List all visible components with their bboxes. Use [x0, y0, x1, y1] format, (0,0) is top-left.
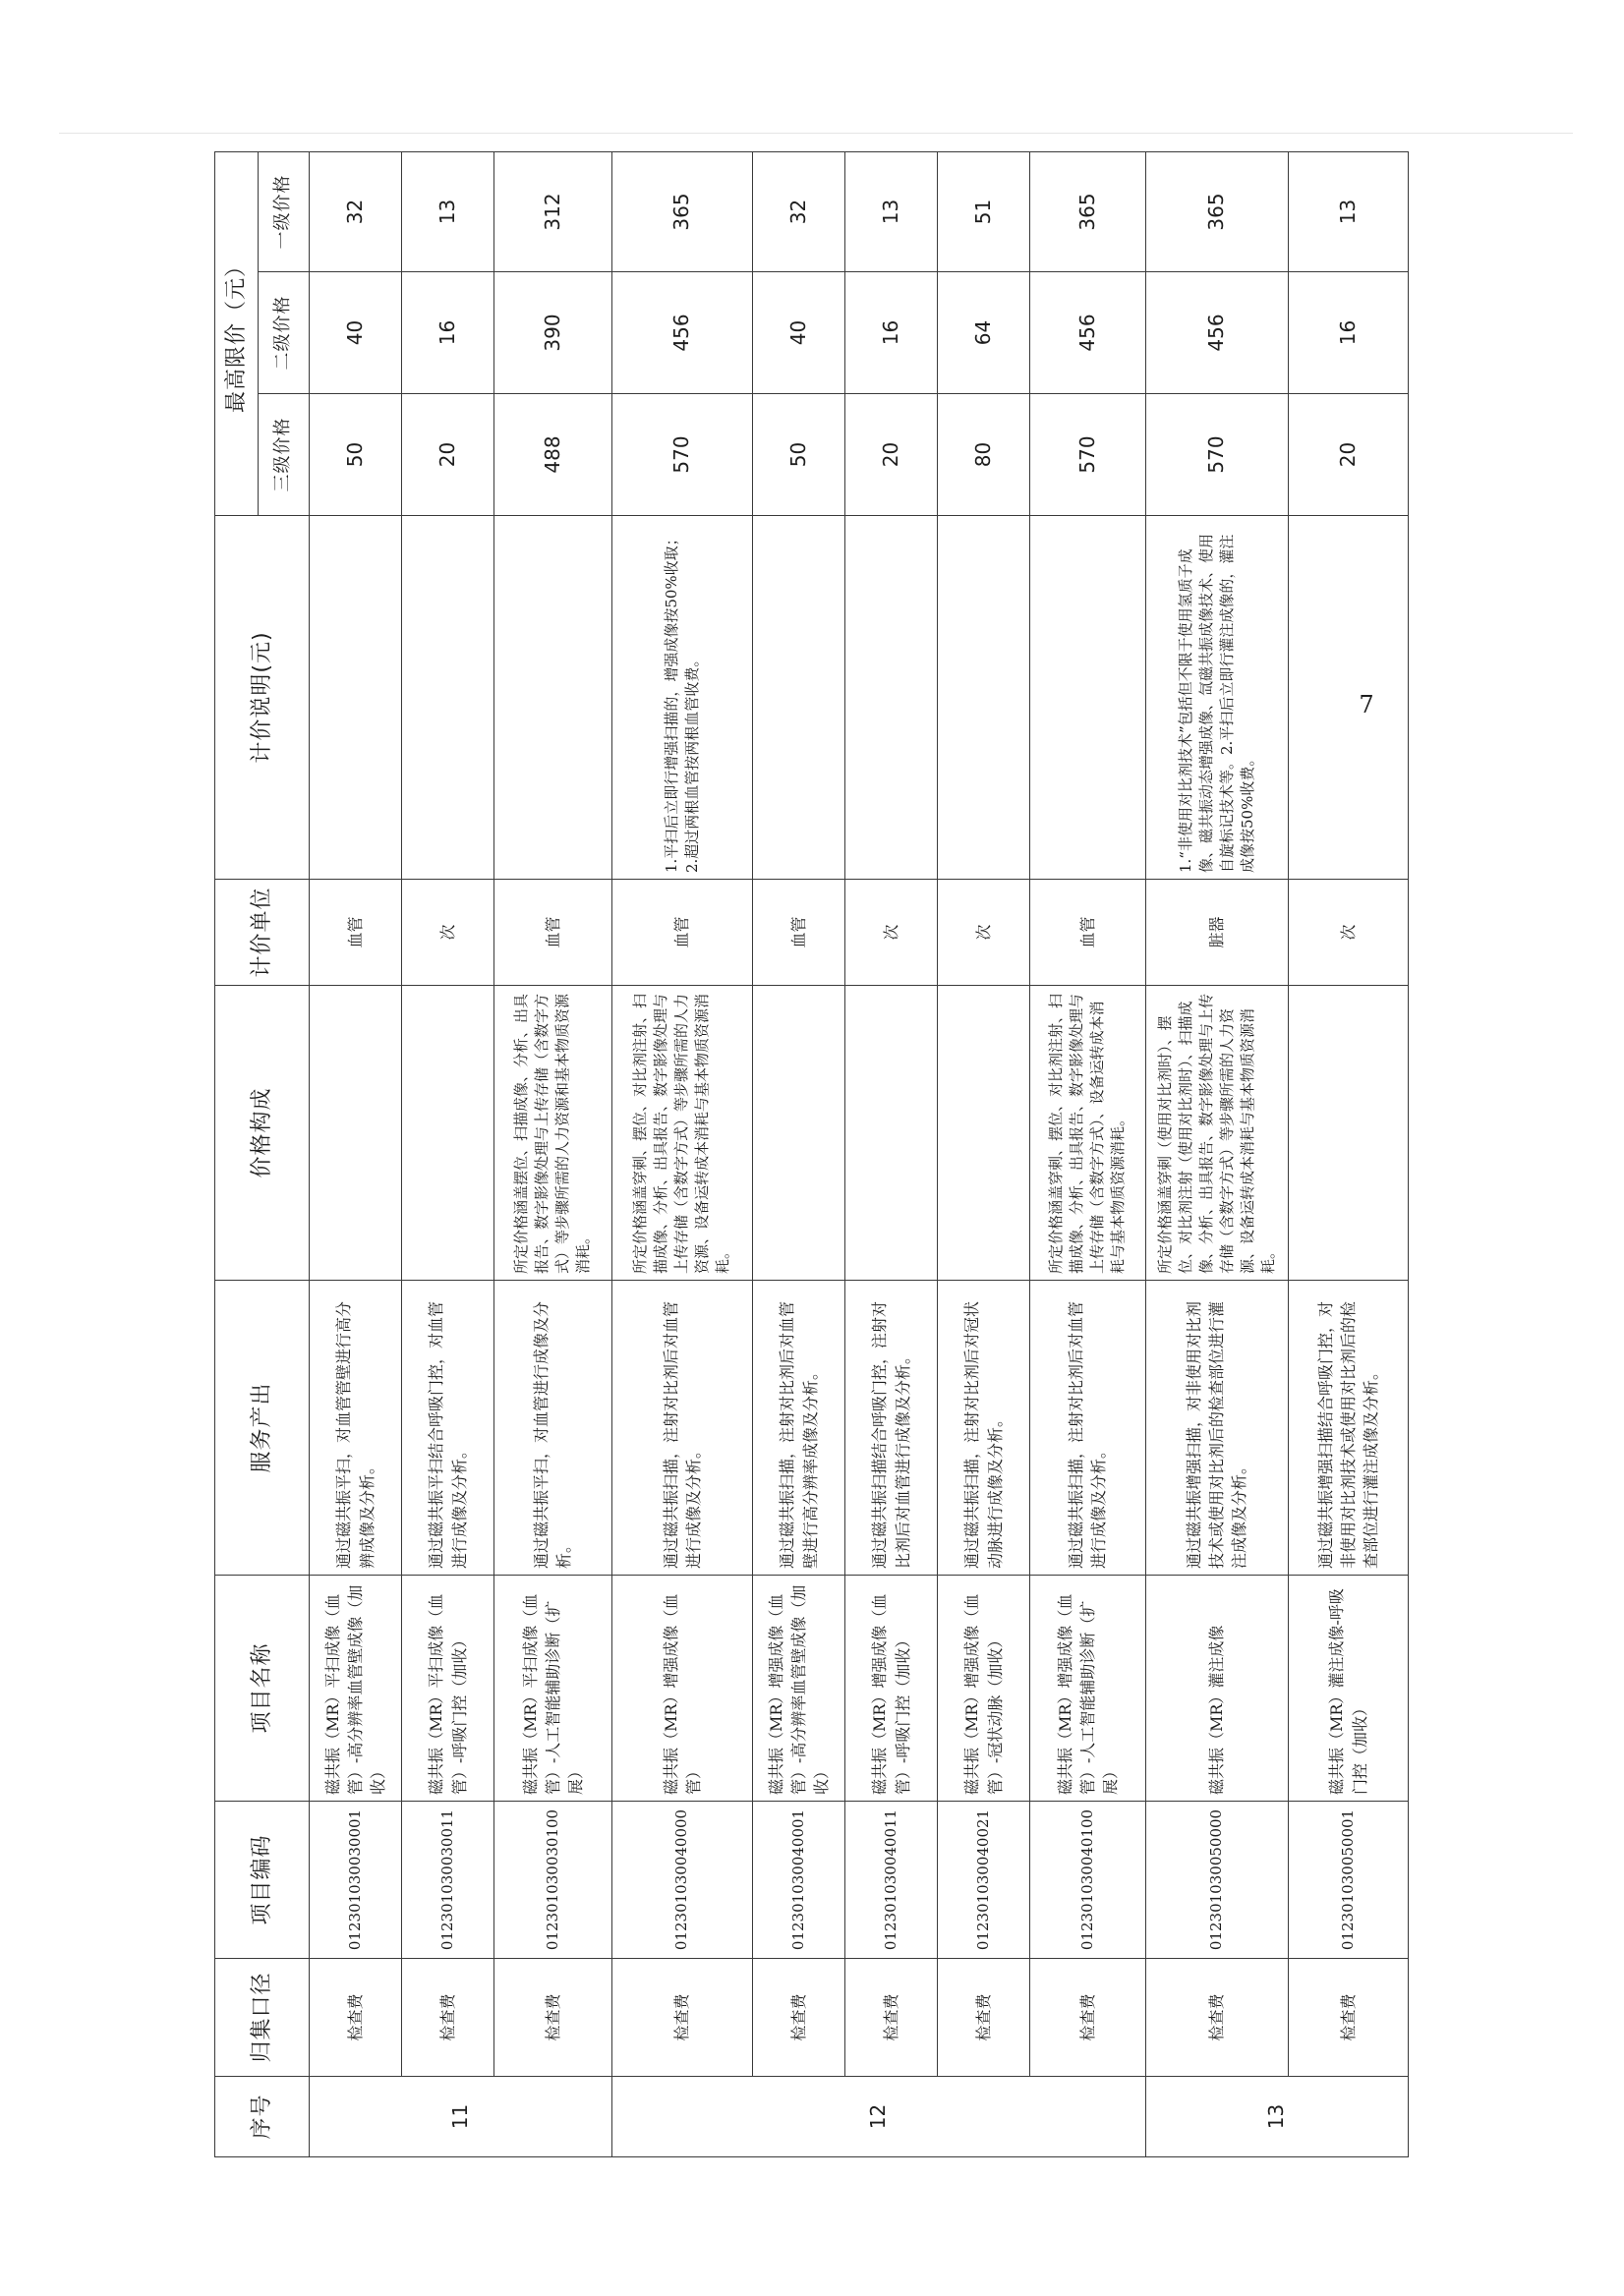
cell-code: 012301030050000: [1145, 1802, 1288, 1959]
table-body: [310, 151, 1409, 2156]
cell-code: 012301030040021: [938, 1802, 1030, 1959]
cell-output: 通过磁共振扫描结合呼吸门控，注射对比剂后对血管进行成像及分析。: [845, 1281, 938, 1576]
cell-price-level3: 50: [310, 394, 402, 516]
cell-output: 通过磁共振增强扫描结合呼吸门控，对非使用对比剂技术或使用对比剂后的检查部位进行灌注成像及分析。: [1289, 1281, 1409, 1576]
cell-composition: [753, 986, 845, 1281]
cell-price-level1: 13: [402, 151, 494, 271]
cell-price-level3: 570: [1145, 394, 1288, 516]
cell-note: [753, 516, 845, 880]
cell-price-level1: 13: [845, 151, 938, 271]
cell-price-level1: 365: [1030, 151, 1146, 271]
cell-composition: 所定价格涵盖穿刺、摆位、对比剂注射、扫描成像、分析、出具报告、数字影像处理与上传存储（含数字方式）等步骤所需的人力资源、设备运转成本消耗与基本物质资源消耗。: [611, 986, 752, 1281]
cell-price-level1: 32: [753, 151, 845, 271]
cell-name: 磁共振（MR）灌注成像-呼吸门控（加收）: [1289, 1576, 1409, 1802]
cell-composition: 所定价格涵盖摆位、扫描成像、分析、出具报告、数字影像处理与上传存储（含数字方式）等步骤所需的人力资源和基本物质资源消耗。: [494, 986, 612, 1281]
cell-category: 检查费: [1289, 1959, 1409, 2077]
group-seq: 11: [310, 2077, 612, 2157]
cell-name: 磁共振（MR）平扫成像（血管）-人工智能辅助诊断（扩展）: [494, 1576, 612, 1802]
table-row: [611, 151, 752, 2156]
cell-note: 1.“非使用对比剂技术”包括但不限于使用氢质子成像、磁共振动态增强成像、氙磁共振成像技术、使用自旋标记技术等。2.平扫后立即行灌注成像的，灌注成像按50%收费。: [1145, 516, 1288, 880]
cell-note: 1.平扫后立即行增强扫描的，增强成像按50%收取；2.超过两根血管按两根血管收费。: [611, 516, 752, 880]
cell-price-level1: 365: [1145, 151, 1288, 271]
cell-price-level2: 16: [845, 272, 938, 394]
cell-output: 通过磁共振扫描，注射对比剂后对血管进行成像及分析。: [611, 1281, 752, 1576]
table-row: [753, 151, 845, 2156]
cell-category: 检查费: [494, 1959, 612, 2077]
group-seq: 12: [611, 2077, 1145, 2157]
cell-unit: 次: [845, 880, 938, 986]
table-row: [1030, 151, 1146, 2156]
cell-category: 检查费: [753, 1959, 845, 2077]
cell-composition: [938, 986, 1030, 1281]
cell-composition: 所定价格涵盖穿刺（使用对比剂时）、摆位、对比剂注射（使用对比剂时）、扫描成像、分析、出具报告、数字影像处理与上传存储（含数字方式）等步骤所需的人力资源、设备运转成本消耗与基本物质资源消耗。: [1145, 986, 1288, 1281]
cell-unit: 次: [402, 880, 494, 986]
header-seq: 序号: [215, 2077, 310, 2157]
table-row: [310, 151, 402, 2156]
cell-category: 检查费: [310, 1959, 402, 2077]
cell-price-level2: 456: [1030, 272, 1146, 394]
cell-price-level2: 40: [753, 272, 845, 394]
header-max-price: 最高限价（元）: [215, 151, 259, 515]
cell-composition: [845, 986, 938, 1281]
cell-name: 磁共振（MR）平扫成像（血管）-高分辨率血管壁成像（加收）: [310, 1576, 402, 1802]
header-composition: 价格构成: [215, 986, 310, 1281]
cell-composition: [310, 986, 402, 1281]
cell-unit: 血管: [494, 880, 612, 986]
cell-price-level3: 488: [494, 394, 612, 516]
cell-price-level2: 456: [611, 272, 752, 394]
cell-unit: 血管: [753, 880, 845, 986]
cell-price-level1: 365: [611, 151, 752, 271]
cell-category: 检查费: [611, 1959, 752, 2077]
header-level3: 三级价格: [259, 394, 310, 516]
table-row: [494, 151, 612, 2156]
cell-output: 通过磁共振增强扫描，对非使用对比剂技术或使用对比剂后的检查部位进行灌注成像及分析。: [1145, 1281, 1288, 1576]
cell-name: 磁共振（MR）增强成像（血管）: [611, 1576, 752, 1802]
header-level1: 一级价格: [259, 151, 310, 271]
cell-price-level2: 40: [310, 272, 402, 394]
cell-unit: 血管: [1030, 880, 1146, 986]
table-row: [938, 151, 1030, 2156]
cell-price-level2: 64: [938, 272, 1030, 394]
cell-output: 通过磁共振平扫结合呼吸门控，对血管进行成像及分析。: [402, 1281, 494, 1576]
header-code: 项目编码: [215, 1802, 310, 1959]
cell-composition: 所定价格涵盖穿刺、摆位、对比剂注射、扫描成像、分析、出具报告、数字影像处理与上传存储（含数字方式）、设备运转成本消耗与基本物质资源消耗。: [1030, 986, 1146, 1281]
cell-category: 检查费: [1145, 1959, 1288, 2077]
cell-code: 012301030030100: [494, 1802, 612, 1959]
cell-note: [938, 516, 1030, 880]
cell-category: 检查费: [1030, 1959, 1146, 2077]
cell-output: 通过磁共振平扫，对血管管壁进行高分辨成像及分析。: [310, 1281, 402, 1576]
cell-price-level3: 570: [611, 394, 752, 516]
cell-category: 检查费: [938, 1959, 1030, 2077]
cell-name: 磁共振（MR）平扫成像（血管）-呼吸门控（加收）: [402, 1576, 494, 1802]
cell-composition: [402, 986, 494, 1281]
cell-price-level1: 312: [494, 151, 612, 271]
table-row: [1145, 151, 1288, 2156]
cell-category: 检查费: [845, 1959, 938, 2077]
cell-price-level3: 50: [753, 394, 845, 516]
scan-edge-line: [59, 133, 1573, 134]
cell-output: 通过磁共振扫描，注射对比剂后对冠状动脉进行成像及分析。: [938, 1281, 1030, 1576]
cell-composition: [1289, 986, 1409, 1281]
cell-price-level1: 51: [938, 151, 1030, 271]
cell-note: [1030, 516, 1146, 880]
group-seq: 13: [1145, 2077, 1408, 2157]
cell-price-level2: 16: [402, 272, 494, 394]
cell-category: 检查费: [402, 1959, 494, 2077]
cell-code: 012301030040001: [753, 1802, 845, 1959]
cell-unit: 血管: [611, 880, 752, 986]
header-unit: 计价单位: [215, 880, 310, 986]
cell-price-level1: 13: [1289, 151, 1409, 271]
cell-unit: 脏器: [1145, 880, 1288, 986]
cell-name: 磁共振（MR）灌注成像: [1145, 1576, 1288, 1802]
cell-price-level2: 16: [1289, 272, 1409, 394]
cell-code: 012301030040100: [1030, 1802, 1146, 1959]
header-category: 归集口径: [215, 1959, 310, 2077]
cell-code: 012301030050001: [1289, 1802, 1409, 1959]
cell-note: [310, 516, 402, 880]
cell-code: 012301030030011: [402, 1802, 494, 1959]
cell-price-level1: 32: [310, 151, 402, 271]
cell-note: [402, 516, 494, 880]
header-level2: 二级价格: [259, 272, 310, 394]
cell-name: 磁共振（MR）增强成像（血管）-冠状动脉（加收）: [938, 1576, 1030, 1802]
header-output: 服务产出: [215, 1281, 310, 1576]
header-name: 项目名称: [215, 1576, 310, 1802]
cell-output: 通过磁共振扫描，注射对比剂后对血管壁进行高分辨率成像及分析。: [753, 1281, 845, 1576]
cell-output: 通过磁共振扫描，注射对比剂后对血管进行成像及分析。: [1030, 1281, 1146, 1576]
cell-price-level3: 20: [1289, 394, 1409, 516]
table-row: [1289, 151, 1409, 2156]
rotated-table-page: [214, 152, 1409, 2157]
header-note: 计价说明(元): [215, 516, 310, 880]
cell-price-level2: 456: [1145, 272, 1288, 394]
cell-name: 磁共振（MR）增强成像（血管）-呼吸门控（加收）: [845, 1576, 938, 1802]
cell-price-level2: 390: [494, 272, 612, 394]
cell-note: [494, 516, 612, 880]
cell-price-level3: 20: [845, 394, 938, 516]
cell-name: 磁共振（MR）增强成像（血管）-人工智能辅助诊断（扩展）: [1030, 1576, 1146, 1802]
table-row: [845, 151, 938, 2156]
cell-code: 012301030040011: [845, 1802, 938, 1959]
cell-output: 通过磁共振平扫，对血管进行成像及分析。: [494, 1281, 612, 1576]
cell-price-level3: 80: [938, 394, 1030, 516]
price-table: [214, 151, 1409, 2157]
cell-name: 磁共振（MR）增强成像（血管）-高分辨率血管壁成像（加收）: [753, 1576, 845, 1802]
cell-unit: 血管: [310, 880, 402, 986]
table-row: [402, 151, 494, 2156]
cell-unit: 次: [1289, 880, 1409, 986]
cell-code: 012301030040000: [611, 1802, 752, 1959]
cell-code: 012301030030001: [310, 1802, 402, 1959]
cell-price-level3: 20: [402, 394, 494, 516]
cell-note: [845, 516, 938, 880]
page-number: 7: [1359, 691, 1374, 718]
cell-unit: 次: [938, 880, 1030, 986]
cell-price-level3: 570: [1030, 394, 1146, 516]
